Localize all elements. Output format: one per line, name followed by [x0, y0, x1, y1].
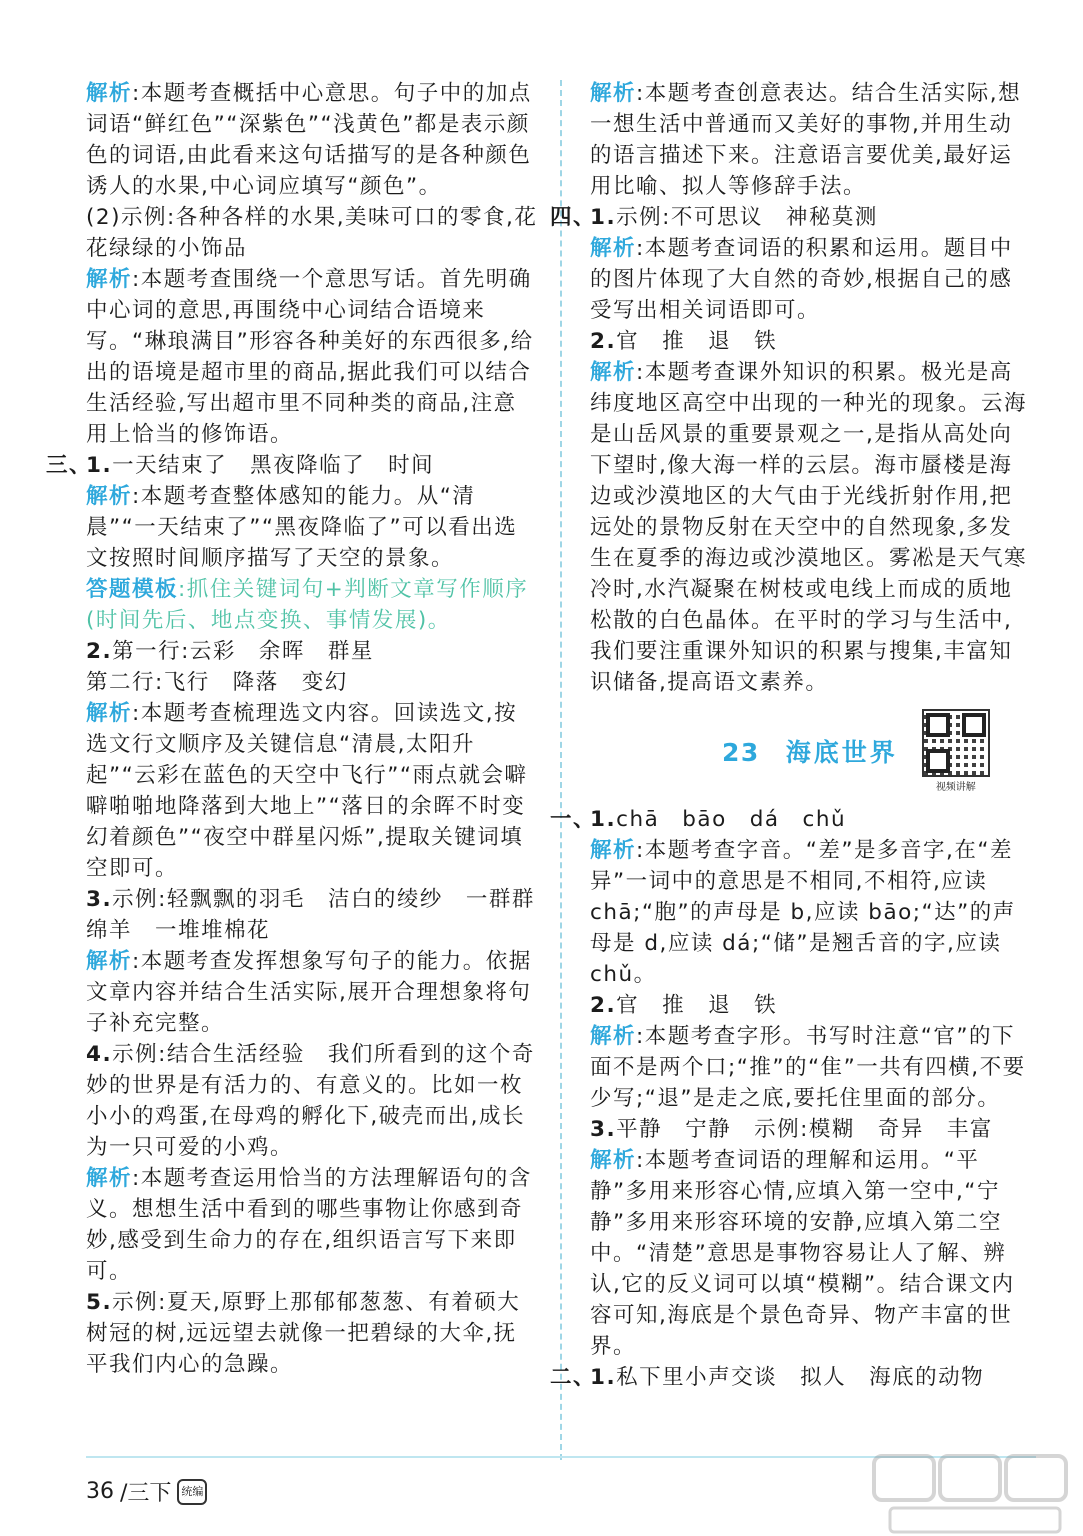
answer-text: 示例:不可思议 神秘莫测 — [616, 205, 878, 230]
question-3 — [86, 884, 538, 946]
analysis-text: :本题考查字形。书写时注意“官”的下面不是两个口;“推”的“隹”一共有四横,不要少写;“退”是走之底,要托住里面的部分。 — [590, 1024, 1026, 1111]
watermark-logo — [870, 1452, 1070, 1536]
analysis-paragraph — [86, 1163, 538, 1287]
analysis-paragraph — [590, 357, 1035, 698]
analysis-paragraph — [590, 1145, 1035, 1362]
analysis-paragraph — [86, 264, 538, 450]
answer-text: 示例:夏天,原野上那郁郁葱葱、有着硕大树冠的树,远远望去就像一把碧绿的大伞,抚平我们内心的急躁。 — [86, 1290, 521, 1377]
analysis-label: 解析 — [590, 236, 637, 261]
analysis-label: 解析 — [590, 1024, 637, 1049]
answer-text: 私下里小声交谈 拟人 海底的动物 — [616, 1365, 985, 1390]
answer-text: 示例:结合生活经验 我们所看到的这个奇妙的世界是有活力的、有意义的。比如一枚小小的鸡蛋,在母鸡的孵化下,破壳而出,成长为一只可爱的小鸡。 — [86, 1042, 535, 1160]
analysis-paragraph — [590, 1021, 1035, 1114]
analysis-label: 解析 — [590, 838, 637, 863]
analysis-label: 解析 — [590, 360, 637, 385]
qr-caption: 视频讲解 — [935, 782, 976, 793]
page-number: 36 — [86, 1479, 114, 1504]
analysis-label: 解析 — [86, 484, 133, 509]
analysis-label: 解析 — [86, 949, 133, 974]
lesson-header — [590, 706, 1035, 798]
lesson-title: 海底世界 — [785, 737, 898, 767]
analysis-label: 解析 — [86, 1166, 133, 1191]
section-number: 四、 — [550, 205, 597, 230]
analysis-label: 解析 — [590, 81, 637, 106]
analysis-text: :本题考查运用恰当的方法理解语句的含义。想想生活中看到的哪些事物让你感到奇妙,感受到生命力的存在,组织语言写下来即可。 — [86, 1166, 532, 1284]
answer-text: 第一行:云彩 余晖 群星 — [112, 639, 374, 664]
question-number: 3. — [590, 1117, 617, 1142]
answer-text: 平静 宁静 示例:模糊 奇异 丰富 — [616, 1117, 993, 1142]
question-number: 1. — [590, 1365, 617, 1390]
question-number: 3. — [86, 887, 113, 912]
analysis-text: :本题考查词语的积累和运用。题目中的图片体现了大自然的奇妙,根据自己的感受写出相关词语即可。 — [590, 236, 1013, 323]
analysis-label: 解析 — [86, 267, 133, 292]
column-divider — [560, 80, 562, 1460]
section-number: 二、 — [550, 1365, 597, 1390]
analysis-text: :本题考查课外知识的积累。极光是高纬度地区高空中出现的一种光的现象。云海是山岳风景的重要景观之一,是指从高处向下望时,像大海一样的云层。海市蜃楼是海边或沙漠地区的大气由于光线折射作用,把远处的景物反射在天空中的自然现象,多发生在夏季的海边或沙漠地区。雾凇是天气寒冷时,水汽凝聚在树枝或电线上而成的质地松散的白色晶体。在平时的学习与生活中,我们要注重课外知识的积累与搜集,丰富知识储备,提高语文素养。 — [590, 360, 1028, 695]
lesson-number: 23 — [722, 737, 760, 767]
analysis-paragraph — [590, 78, 1035, 202]
question-5 — [86, 1287, 538, 1380]
template-label: 答题模板 — [86, 577, 179, 602]
right-column — [550, 78, 1035, 1393]
analysis-paragraph — [86, 946, 538, 1039]
question-number: 2. — [86, 639, 113, 664]
question-2 — [86, 636, 538, 667]
question-2 — [590, 990, 1035, 1021]
question-number: 1. — [590, 807, 617, 832]
grade-label: /三下 — [120, 1481, 172, 1506]
analysis-text: :本题考查字音。“差”是多音字,在“差异”一词中的意思是不相同,不相符,应读 chā;“胞”的声母是 b,应读 bāo;“达”的声母是 d,应读 dá;“储”是翘舌音的字,应读 chǔ。 — [590, 838, 1016, 987]
question-2 — [590, 326, 1035, 357]
analysis-label: 解析 — [590, 1148, 637, 1173]
edition-badge-icon: 统编 — [177, 1479, 207, 1505]
question-3 — [590, 1114, 1035, 1145]
section-3-question-1 — [46, 450, 538, 481]
question-number: 1. — [86, 453, 113, 478]
section-number: 三、 — [46, 453, 93, 478]
analysis-paragraph — [86, 698, 538, 884]
question-4 — [86, 1039, 538, 1163]
analysis-text: :本题考查围绕一个意思写话。首先明确中心词的意思,再围绕中心词结合语境来写。“琳琅满目”形容各种美好的东西很多,给出的语境是超市里的商品,据此我们可以结合生活经验,写出超市里不同种类的商品,注意用上恰当的修饰语。 — [86, 267, 534, 447]
analysis-paragraph — [590, 233, 1035, 326]
video-qr-code[interactable] — [922, 709, 990, 795]
question-number: 4. — [86, 1042, 113, 1067]
question-number: 1. — [590, 205, 617, 230]
answer-text: chā bāo dá chǔ — [616, 807, 847, 832]
answer-line: 第二行:飞行 降落 变幻 — [86, 670, 348, 695]
question-number: 5. — [86, 1290, 113, 1315]
analysis-text: :本题考查概括中心意思。句子中的加点词语“鲜红色”“深紫色”“浅黄色”都是表示颜色的词语,由此看来这句话描写的是各种颜色诱人的水果,中心词应填写“颜色”。 — [86, 81, 532, 199]
section-4-question-1 — [550, 202, 1035, 233]
answer-text: 官 推 退 铁 — [616, 329, 778, 354]
analysis-paragraph — [86, 481, 538, 574]
section-1-question-1 — [550, 804, 1035, 835]
template-text: :抓住关键词句+判断文章写作顺序(时间先后、地点变换、事情发展)。 — [86, 577, 529, 633]
answer-text: 一天结束了 黑夜降临了 时间 — [112, 453, 435, 478]
page-footer — [86, 1476, 207, 1507]
answer-line: (2)示例:各种各样的水果,美味可口的零食,花花绿绿的小饰品 — [86, 205, 538, 261]
answer-text: 示例:轻飘飘的羽毛 洁白的绫纱 一群群绵羊 一堆堆棉花 — [86, 887, 535, 943]
analysis-text: :本题考查发挥想象写句子的能力。依据文章内容并结合生活实际,展开合理想象将句子补充完整。 — [86, 949, 532, 1036]
analysis-label: 解析 — [86, 701, 133, 726]
analysis-text: :本题考查创意表达。结合生活实际,想一想生活中普通而又美好的事物,并用生动的语言描述下来。注意语言要优美,最好运用比喻、拟人等修辞手法。 — [590, 81, 1022, 199]
question-number: 2. — [590, 993, 617, 1018]
analysis-paragraph — [590, 835, 1035, 990]
analysis-paragraph — [86, 78, 538, 202]
answer-text: 官 推 退 铁 — [616, 993, 778, 1018]
answer-template — [86, 574, 538, 636]
analysis-label: 解析 — [86, 81, 133, 106]
analysis-text: :本题考查词语的理解和运用。“平静”多用来形容心情,应填入第一空中,“宁静”多用来形容环境的安静,应填入第二空中。“清楚”意思是事物容易让人了解、辨认,它的反义词可以填“模糊”。结合课文内容可知,海底是个景色奇异、物产丰富的世界。 — [590, 1148, 1015, 1359]
section-2-question-1 — [550, 1362, 1035, 1393]
qr-code-icon[interactable] — [922, 709, 990, 777]
section-number: 一、 — [550, 807, 597, 832]
left-column — [46, 78, 538, 1380]
analysis-text: :本题考查梳理选文内容。回读选文,按选文行文顺序及关键信息“清晨,太阳升起”“云彩在蓝色的天空中飞行”“雨点就会噼噼啪啪地降落到大地上”“落日的余晖不时变幻着颜色”“夜空中群星闪烁”,提取关键词填空即可。 — [86, 701, 528, 881]
question-number: 2. — [590, 329, 617, 354]
analysis-text: :本题考查整体感知的能力。从“清晨”“一天结束了”“黑夜降临了”可以看出选文按照时间顺序描写了天空的景象。 — [86, 484, 518, 571]
